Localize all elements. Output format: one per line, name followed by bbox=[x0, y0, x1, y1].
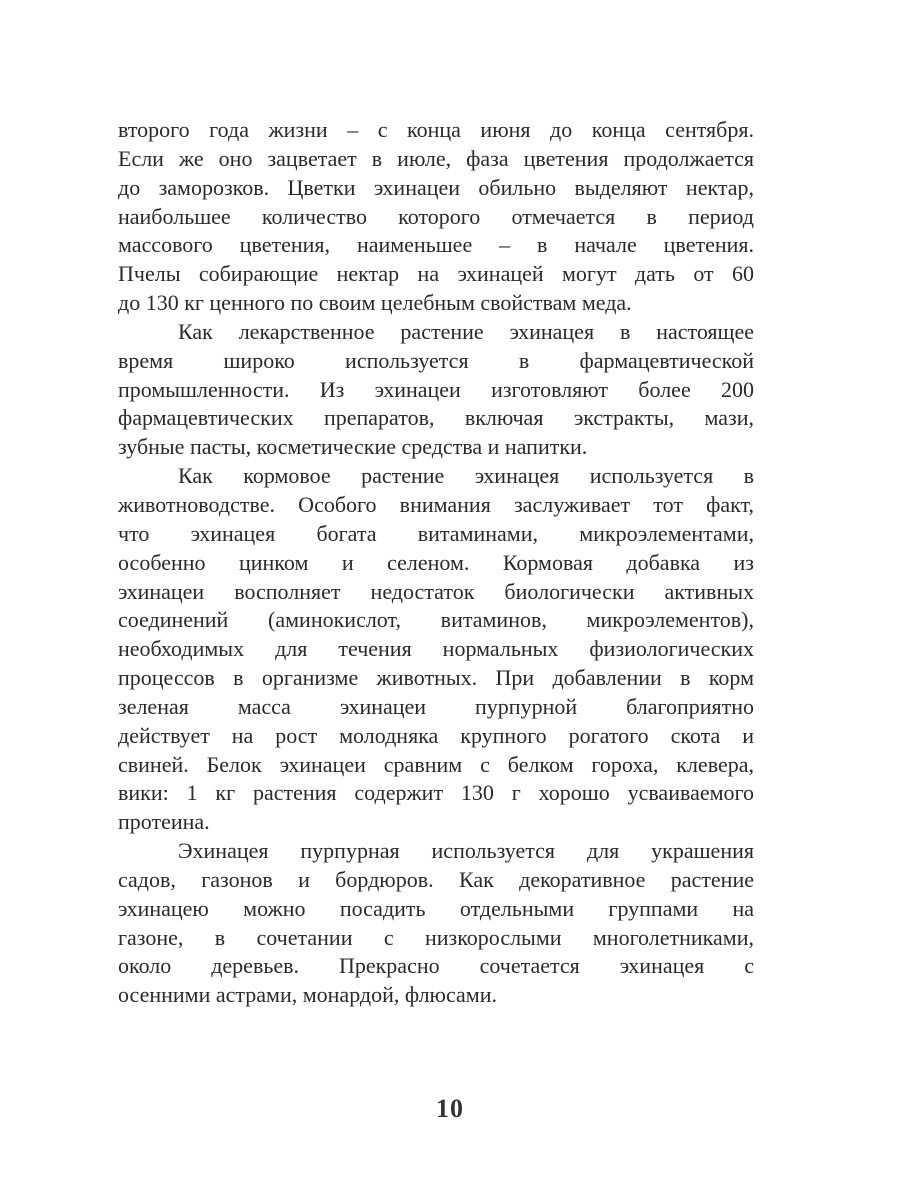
text-line: свиней. Белок эхинацеи сравним с белком гороха, клевера, bbox=[118, 751, 754, 777]
text-line: особенно цинком и селеном. Кормовая добавка из bbox=[118, 549, 754, 575]
text-line: до заморозков. Цветки эхинацеи обильно выделяют нектар, bbox=[118, 174, 754, 200]
text-line: около деревьев. Прекрасно сочетается эхинацея с bbox=[118, 953, 754, 979]
paragraph-3 bbox=[118, 462, 754, 837]
text-line: действует на рост молодняка крупного рогатого скота и bbox=[118, 722, 754, 748]
text-line: что эхинацея богата витаминами, микроэлементами, bbox=[118, 520, 754, 546]
text-line: фармацевтических препаратов, включая экстракты, мази, bbox=[118, 405, 754, 431]
text-line: Эхинацея пурпурная используется для украшения bbox=[178, 838, 754, 864]
text-line: соединений (аминокислот, витаминов, микроэлементов), bbox=[118, 607, 754, 633]
body-text bbox=[118, 116, 754, 1010]
page-number: 10 bbox=[436, 1094, 464, 1123]
text-line: зубные пасты, косметические средства и напитки. bbox=[118, 434, 588, 460]
paragraph-2 bbox=[118, 318, 754, 462]
text-line: время широко используется в фармацевтической bbox=[118, 347, 754, 373]
text-line: массового цветения, наименьшее – в начале цветения. bbox=[118, 232, 754, 258]
text-line: вики: 1 кг растения содержит 130 г хорошо усваиваемого bbox=[118, 780, 754, 806]
text-line: протеина. bbox=[118, 809, 210, 835]
text-line: второго года жизни – с конца июня до конца сентября. bbox=[118, 117, 754, 142]
text-line: до 130 кг ценного по своим целебным свойствам меда. bbox=[118, 290, 632, 316]
text-line: процессов в организме животных. При добавлении в корм bbox=[118, 665, 754, 691]
text-line: Если же оно зацветает в июле, фаза цветения продолжается bbox=[118, 145, 754, 171]
text-line: животноводстве. Особого внимания заслуживает тот факт, bbox=[118, 491, 754, 517]
text-line: необходимых для течения нормальных физиологических bbox=[118, 636, 754, 662]
text-line: осенними астрами, монардой, флюсами. bbox=[118, 982, 497, 1008]
text-line: Пчелы собирающие нектар на эхинацей могут дать от 60 bbox=[118, 261, 754, 287]
text-line: Как кормовое растение эхинацея используется в bbox=[178, 463, 754, 489]
text-line: зеленая масса эхинацеи пурпурной благоприятно bbox=[118, 693, 754, 719]
text-line: газоне, в сочетании с низкорослыми многолетниками, bbox=[118, 924, 754, 950]
text-line: Как лекарственное растение эхинацея в настоящее bbox=[178, 318, 754, 344]
text-line: эхинацеи восполняет недостаток биологически активных bbox=[118, 578, 754, 604]
text-line: наибольшее количество которого отмечается в период bbox=[118, 203, 754, 229]
text-line: садов, газонов и бордюров. Как декоративное растение bbox=[118, 866, 754, 892]
paragraph-1 bbox=[118, 116, 754, 318]
text-line: промышленности. Из эхинацеи изготовляют более 200 bbox=[118, 376, 754, 402]
paragraph-4 bbox=[118, 837, 754, 1010]
text-line: эхинацею можно посадить отдельными группами на bbox=[118, 895, 754, 921]
